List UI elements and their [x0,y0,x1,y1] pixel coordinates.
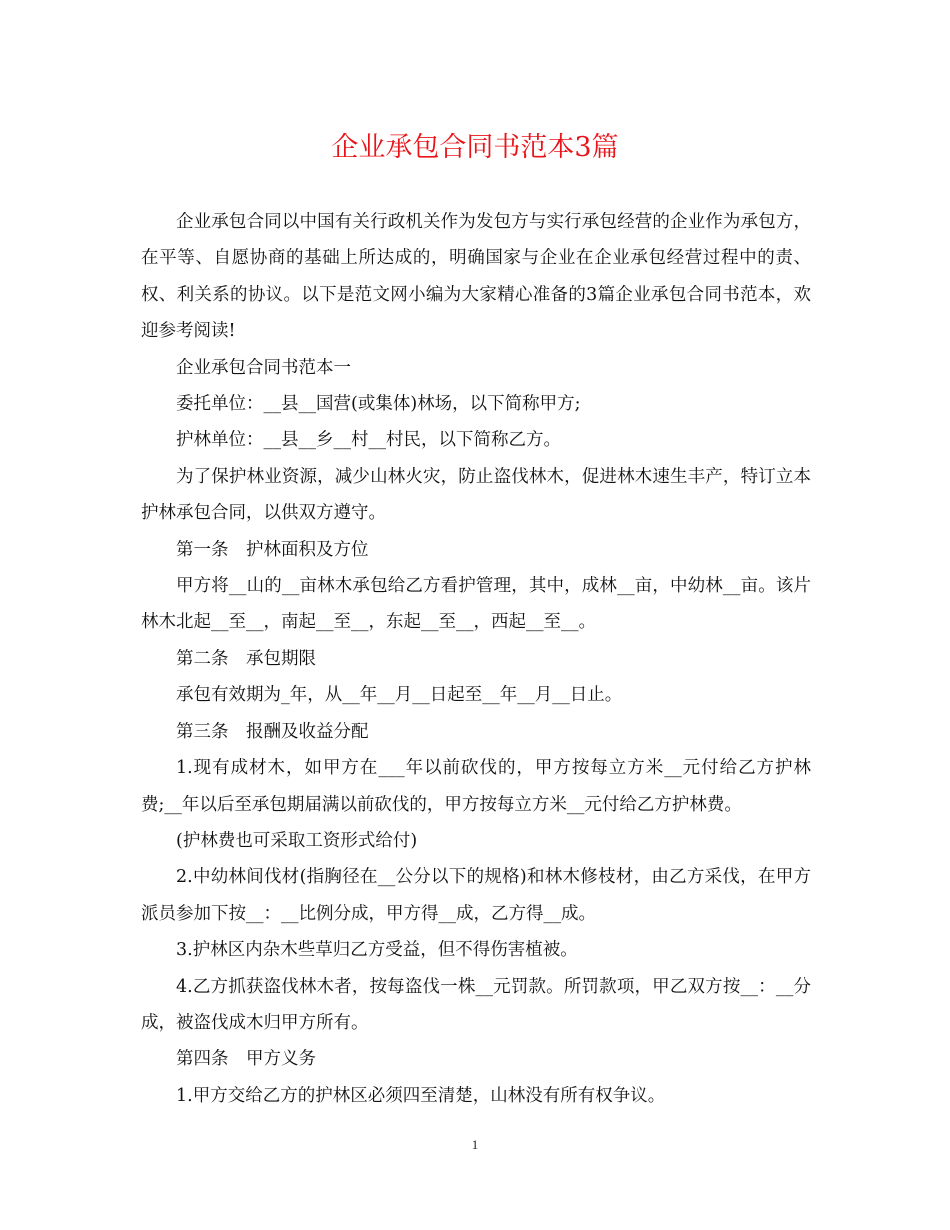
paragraph-area: 甲方将__山的__亩林木承包给乙方看护管理，其中，成林__亩，中幼林__亩。该片林木北起__至__，南起__至__，东起__至__，西起__至__。 [141,576,811,633]
page-number: 1 [471,1137,479,1152]
article-heading: 第四条 甲方义务 [176,1049,316,1070]
paragraph-clause: 1.现有成材木，如甲方在___年以前砍伐的，甲方按每立方米__元付给乙方护林费;__年以后至承包期届满以前砍伐的，甲方按每立方米__元付给乙方护林费。 [141,758,811,815]
paragraph-sample-heading: 企业承包合同书范本一 [176,357,351,378]
paragraph-purpose: 为了保护林业资源，减少山林火灾，防止盗伐林木，促进林木速生丰产，特订立本护林承包合同，以供双方遵守。 [141,466,811,524]
paragraph-term: 承包有效期为_年，从__年__月__日起至__年__月__日止。 [176,685,623,706]
paragraph-clause: 1.甲方交给乙方的护林区必须四至清楚，山林没有所有权争议。 [176,1085,666,1106]
document-body [141,204,811,1114]
paragraph-intro: 企业承包合同以中国有关行政机关作为发包方与实行承包经营的企业作为承包方，在平等、自愿协商的基础上所达成的，明确国家与企业在企业承包经营过程中的责、权、利关系的协议。以下是范文网小编为大家精心准备的3篇企业承包合同书范本，欢迎参考阅读! [141,212,811,342]
paragraph-clause: 2.中幼林间伐材(指胸径在__公分以下的规格)和林木修枝材，由乙方采伐，在甲方派员参加下按__：__比例分成，甲方得__成，乙方得__成。 [141,867,811,924]
paragraph-clause: 3.护林区内杂木些草归乙方受益，但不得伤害植被。 [176,940,578,961]
article-heading: 第二条 承包期限 [176,648,316,669]
paragraph-clause: 4.乙方抓获盗伐林木者，按每盗伐一株__元罚款。所罚款项，甲乙双方按__：__分成，被盗伐成木归甲方所有。 [141,976,811,1033]
paragraph-party-b: 护林单位：__县__乡__村__村民，以下简称乙方。 [176,430,561,451]
document-title: 企业承包合同书范本3篇 [331,132,619,163]
paragraph-party-a: 委托单位：__县__国营(或集体)林场，以下简称甲方; [176,394,581,415]
article-heading: 第三条 报酬及收益分配 [176,721,369,742]
paragraph-note: (护林费也可采取工资形式给付) [176,830,418,851]
article-heading: 第一条 护林面积及方位 [176,539,369,560]
